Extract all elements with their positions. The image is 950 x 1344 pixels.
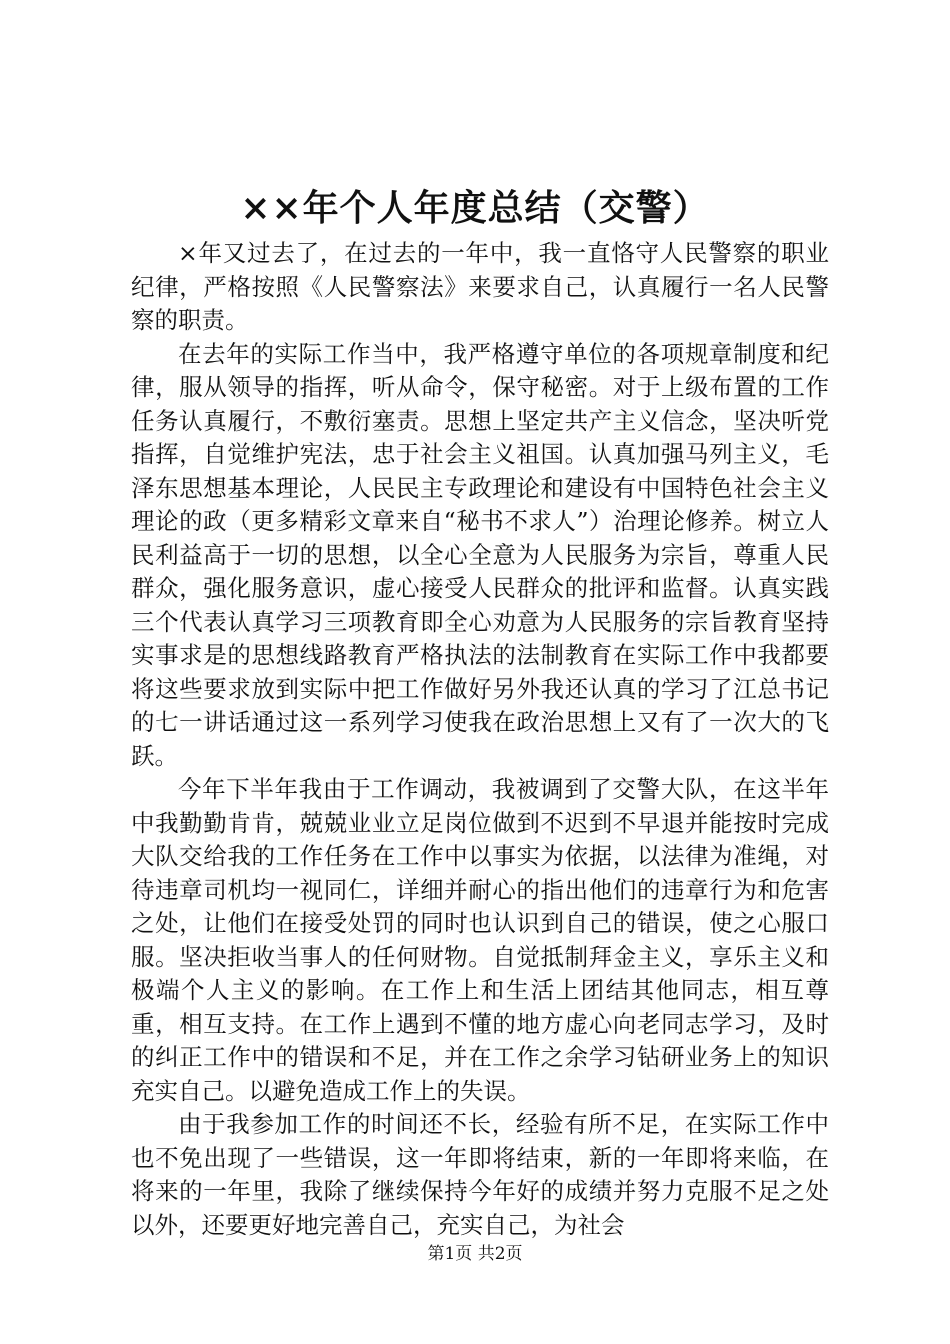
page-footer: 第1页 共2页 xyxy=(427,1244,523,1264)
document-body xyxy=(131,237,829,1242)
document-title: ××年个人年度总结（交警） xyxy=(240,187,710,229)
paragraph-1: ×年又过去了，在过去的一年中，我一直恪守人民警察的职业纪律，严格按照《人民警察法》来要求自己，认真履行一名人民警察的职责。 xyxy=(131,239,829,334)
paragraph-2: 在去年的实际工作当中，我严格遵守单位的各项规章制度和纪律，服从领导的指挥，听从命令，保守秘密。对于上级布置的工作任务认真履行，不敷衍塞责。思想上坚定共产主义信念，坚决听党指挥，自觉维护宪法，忠于社会主义祖国。认真加强马列主义，毛泽东思想基本理论，人民民主专政理论和建设有中国特色社会主义理论的政（更多精彩文章来自“秘书不求人”）治理论修养。树立人民利益高于一切的思想，以全心全意为人民服务为宗旨，尊重人民群众，强化服务意识，虚心接受人民群众的批评和监督。认真实践三个代表认真学习三项教育即全心劝意为人民服务的宗旨教育坚持实事求是的思想线路教育严格执法的法制教育在实际工作中我都要将这些要求放到实际中把工作做好另外我还认真的学习了江总书记的七一讲话通过这一系列学习使我在政治思想上又有了一次大的飞跃。 xyxy=(131,339,829,770)
paragraph-3: 今年下半年我由于工作调动，我被调到了交警大队，在这半年中我勤勤肯肯，兢兢业业立足岗位做到不迟到不早退并能按时完成大队交给我的工作任务在工作中以事实为依据，以法律为准绳，对待违章司机均一视同仁，详细并耐心的指出他们的违章行为和危害之处，让他们在接受处罚的同时也认识到自己的错误，使之心服口服。坚决拒收当事人的任何财物。自觉抵制拜金主义，享乐主义和极端个人主义的影响。在工作上和生活上团结其他同志，相互尊重，相互支持。在工作上遇到不懂的地方虚心向老同志学习，及时的纠正工作中的错误和不足，并在工作之余学习钻研业务上的知识充实自己。以避免造成工作上的失误。 xyxy=(131,775,829,1105)
paragraph-4: 由于我参加工作的时间还不长，经验有所不足，在实际工作中也不免出现了一些错误，这一年即将结束，新的一年即将来临，在将来的一年里，我除了继续保持今年好的成绩并努力克服不足之处以外，还要更好地完善自己，充实自己，为社会 xyxy=(131,1110,829,1239)
